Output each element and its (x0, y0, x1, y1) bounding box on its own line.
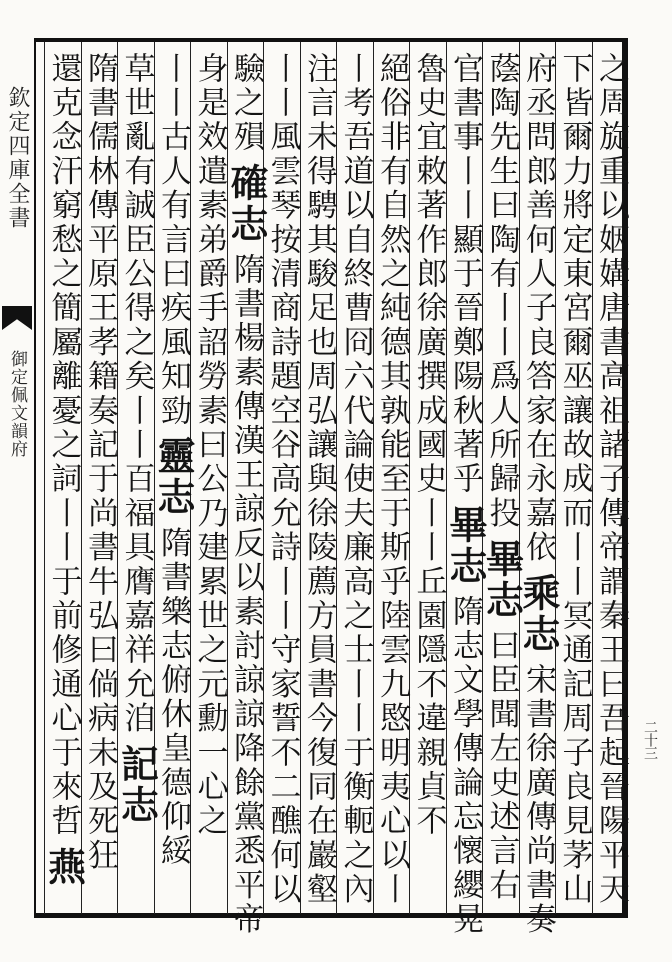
entry-heading: 靈志 (151, 436, 196, 519)
text-segment: 隋志文學傳論忘懷纓晃 (447, 595, 483, 938)
text-segment: 府丞問郎善何人子良答家在永嘉依 (520, 52, 556, 565)
entry-heading: 燕 (41, 846, 87, 888)
collection-title: 欽定四庫全書 (5, 86, 30, 230)
text-segment: 曰臣聞左史述言右 (483, 629, 520, 903)
book-margin-strip (0, 38, 36, 918)
text-segment: 蔭陶先生曰陶有丨丨爲人所歸投 (483, 52, 520, 531)
text-segment: 官書事丨丨顯于晉鄭陽秋著乎 (447, 52, 483, 497)
entry-heading: 記志 (114, 744, 160, 827)
entry-heading: 畢志 (479, 538, 525, 622)
page-number: 二十三 (642, 720, 658, 759)
entry-heading: 確志 (224, 162, 269, 246)
text-segment: 宋書徐廣傳尚書奏 (520, 663, 556, 938)
text-segment: 身是效 (191, 52, 228, 155)
entry-heading: 畢志 (443, 504, 488, 588)
text-segment: 丨考吾道以自終曹冏六代論使夫廉高之士丨丨于衡軛之內 (337, 52, 374, 907)
text-segment: 丨丨百福具膺嘉祥允洎 (118, 394, 155, 736)
text-segment: 驗之殞 (228, 52, 264, 155)
text-column (41, 42, 87, 914)
entry-heading: 乘志 (516, 573, 561, 656)
book-title: 御定佩文韻府 (7, 350, 27, 458)
text-column (373, 42, 410, 914)
text-segment: 注言未得騁其駿足也周弘讓與徐陵薦方員書今復同在巖壑 (301, 52, 337, 907)
text-segment: 還克念汗窮愁之簡屬離憂之詞丨丨于前修通心于來哲 (45, 52, 82, 839)
text-segment: 魯史宜敕著作郎徐廣撰成國史 (410, 52, 447, 497)
text-column (81, 42, 118, 914)
text-column (336, 42, 373, 914)
text-column (516, 42, 561, 938)
text-segment: 丨丨古人有言曰疾風知勁 (155, 52, 191, 429)
text-segment: 隋書楊素傳漢王諒反以素討諒諒降餘黨悉平帝 (228, 253, 264, 938)
text-segment: 遣素弟爵手詔勞素曰公乃建累世之元勳一心之 (191, 154, 228, 839)
text-column (409, 42, 446, 914)
text-segment: 之周旋重以姻媾唐書高祖諸子傳帝謂秦王曰吾起晉陽平天 (593, 52, 629, 907)
text-column (479, 42, 525, 914)
text-segment: 草世亂有誠臣公得之矣 (118, 52, 155, 394)
text-segment: 隋書樂志俯休皇德仰綏 (155, 526, 191, 869)
fish-tail-mark-icon (2, 306, 32, 330)
text-segment: 隋書儒林傳平原王孝籍奏記于尚書牛弘曰倘病未及死狂 (82, 52, 118, 873)
text-column (443, 42, 488, 938)
text-column (300, 42, 337, 914)
text-segment: 丨丨風雲琴按清商詩題空谷高允詩丨丨守家誓不二醮何以 (264, 52, 301, 907)
text-segment: 下皆爾力將定東宮爾巫讓故成而丨丨冥通記周子良見茅山 (556, 52, 593, 907)
text-segment: 絕俗非有自然之純德其孰能至于斯乎陸雲九愍明夷心以丨 (374, 52, 410, 907)
text-column (224, 42, 269, 938)
text-column (114, 42, 160, 914)
text-column (592, 42, 629, 914)
text-column (555, 42, 592, 914)
text-segment: 丨丨丘園隱不違親貞不 (410, 496, 447, 839)
